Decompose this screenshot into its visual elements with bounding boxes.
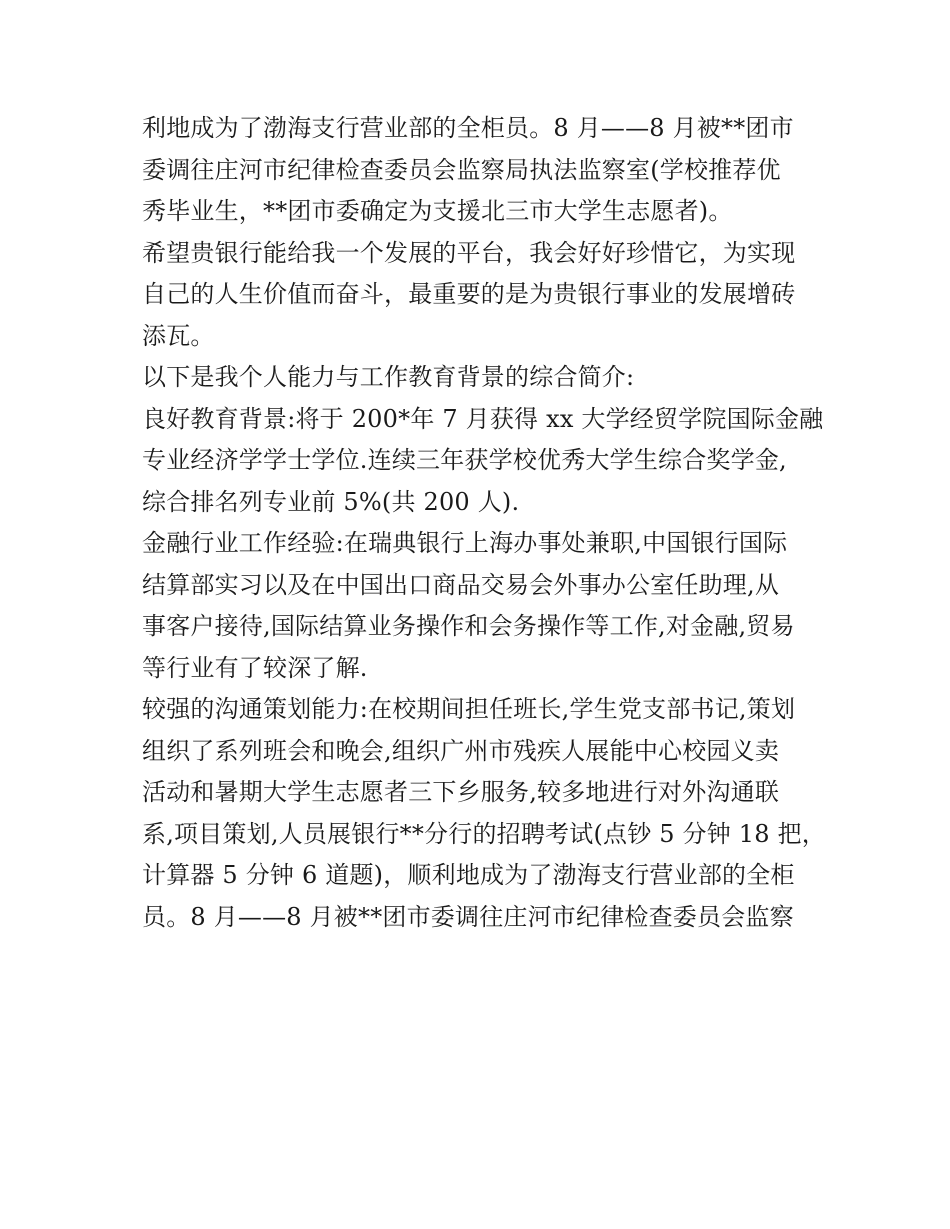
text-line: 结算部实习以及在中国出口商品交易会外事办公室任助理,从: [142, 570, 780, 599]
text-line: 委调往庄河市纪律检查委员会监察局执法监察室(学校推荐优: [142, 155, 781, 184]
text-line: 员。8 月——8 月被**团市委调往庄河市纪律检查委员会监察: [142, 902, 794, 931]
text-line: 希望贵银行能给我一个发展的平台，我会好好珍惜它，为实现: [142, 238, 796, 267]
text-line: 添瓦。: [142, 321, 215, 350]
text-line: 秀毕业生，**团市委确定为支援北三市大学生志愿者)。: [142, 197, 733, 225]
text-line: 事客户接待,国际结算业务操作和会务操作等工作,对金融,贸易: [142, 612, 795, 640]
text-line: 以下是我个人能力与工作教育背景的综合简介:: [142, 363, 635, 391]
text-line: 组织了系列班会和晚会,组织广州市残疾人展能中心校园义卖: [142, 736, 780, 765]
text-line: 计算器 5 分钟 6 道题)，顺利地成为了渤海支行营业部的全柜: [142, 861, 795, 889]
text-line: 金融行业工作经验:在瑞典银行上海办事处兼职,中国银行国际: [142, 529, 788, 557]
text-line: 综合排名列专业前 5%(共 200 人).: [142, 487, 520, 516]
text-line: 专业经济学学士学位.连续三年获学校优秀大学生综合奖学金,: [142, 446, 787, 474]
text-line: 自己的人生价值而奋斗，最重要的是为贵银行事业的发展增砖: [142, 280, 796, 308]
text-line: 较强的沟通策划能力:在校期间担任班长,学生党支部书记,策划: [142, 695, 796, 723]
text-line: 系,项目策划,人员展银行**分行的招聘考试(点钞 5 分钟 18 把，: [142, 819, 826, 848]
text-line: 活动和暑期大学生志愿者三下乡服务,较多地进行对外沟通联: [142, 778, 780, 806]
text-line: 利地成为了渤海支行营业部的全柜员。8 月——8 月被**团市: [142, 114, 794, 142]
document-body: [142, 108, 826, 938]
text-line: 等行业有了较深了解.: [142, 653, 368, 682]
text-line: 良好教育背景:将于 200*年 7 月获得 xx 大学经贸学院国际金融: [142, 404, 824, 433]
